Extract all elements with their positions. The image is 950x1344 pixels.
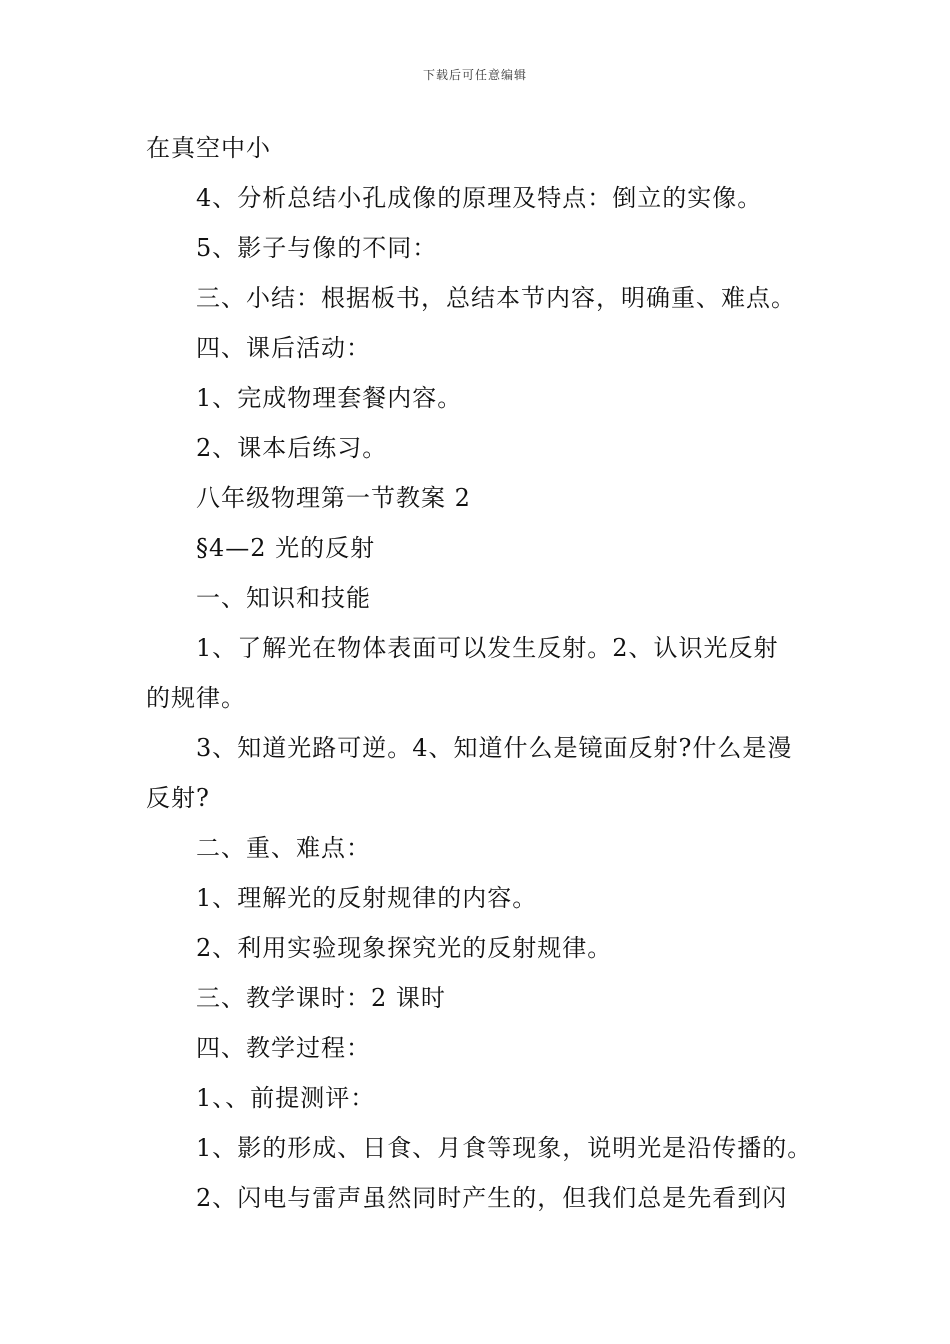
text-line: 5、影子与像的不同： xyxy=(196,234,438,262)
section-heading: 二、重、难点： xyxy=(196,834,371,862)
section-heading: 一、知识和技能 xyxy=(196,584,371,612)
text-line: 1、理解光的反射规律的内容。 xyxy=(196,884,538,912)
section-heading: 四、课后活动： xyxy=(196,334,371,362)
section-heading: 四、教学过程： xyxy=(196,1034,371,1062)
text-line: 1、了解光在物体表面可以发生反射。2、认识光反射 xyxy=(196,634,779,662)
text-line: 2、课本后练习。 xyxy=(196,434,388,462)
text-line: 1、、前提测评： xyxy=(196,1084,376,1112)
text-line: 1、影的形成、日食、月食等现象，说明光是沿传播的。 xyxy=(196,1134,813,1162)
text-line: 2、闪电与雷声虽然同时产生的，但我们总是先看到闪 xyxy=(196,1184,788,1212)
lesson-title: §4—2 光的反射 xyxy=(196,534,376,562)
text-line: 2、利用实验现象探究光的反射规律。 xyxy=(196,934,613,962)
text-line: 反射? xyxy=(146,784,210,812)
page-header-note: 下载后可任意编辑 xyxy=(422,68,527,82)
text-line: 在真空中小 xyxy=(146,134,271,162)
section-heading: 三、教学课时：2 课时 xyxy=(196,984,446,1012)
document-title: 八年级物理第一节教案 2 xyxy=(196,484,471,512)
text-line: 3、知道光路可逆。4、知道什么是镜面反射?什么是漫 xyxy=(196,734,793,762)
text-line: 的规律。 xyxy=(146,684,246,712)
text-line: 4、分析总结小孔成像的原理及特点：倒立的实像。 xyxy=(196,184,763,212)
document-body xyxy=(146,129,816,1229)
text-line: 三、小结：根据板书，总结本节内容，明确重、难点。 xyxy=(196,284,796,312)
text-line: 1、完成物理套餐内容。 xyxy=(196,384,463,412)
